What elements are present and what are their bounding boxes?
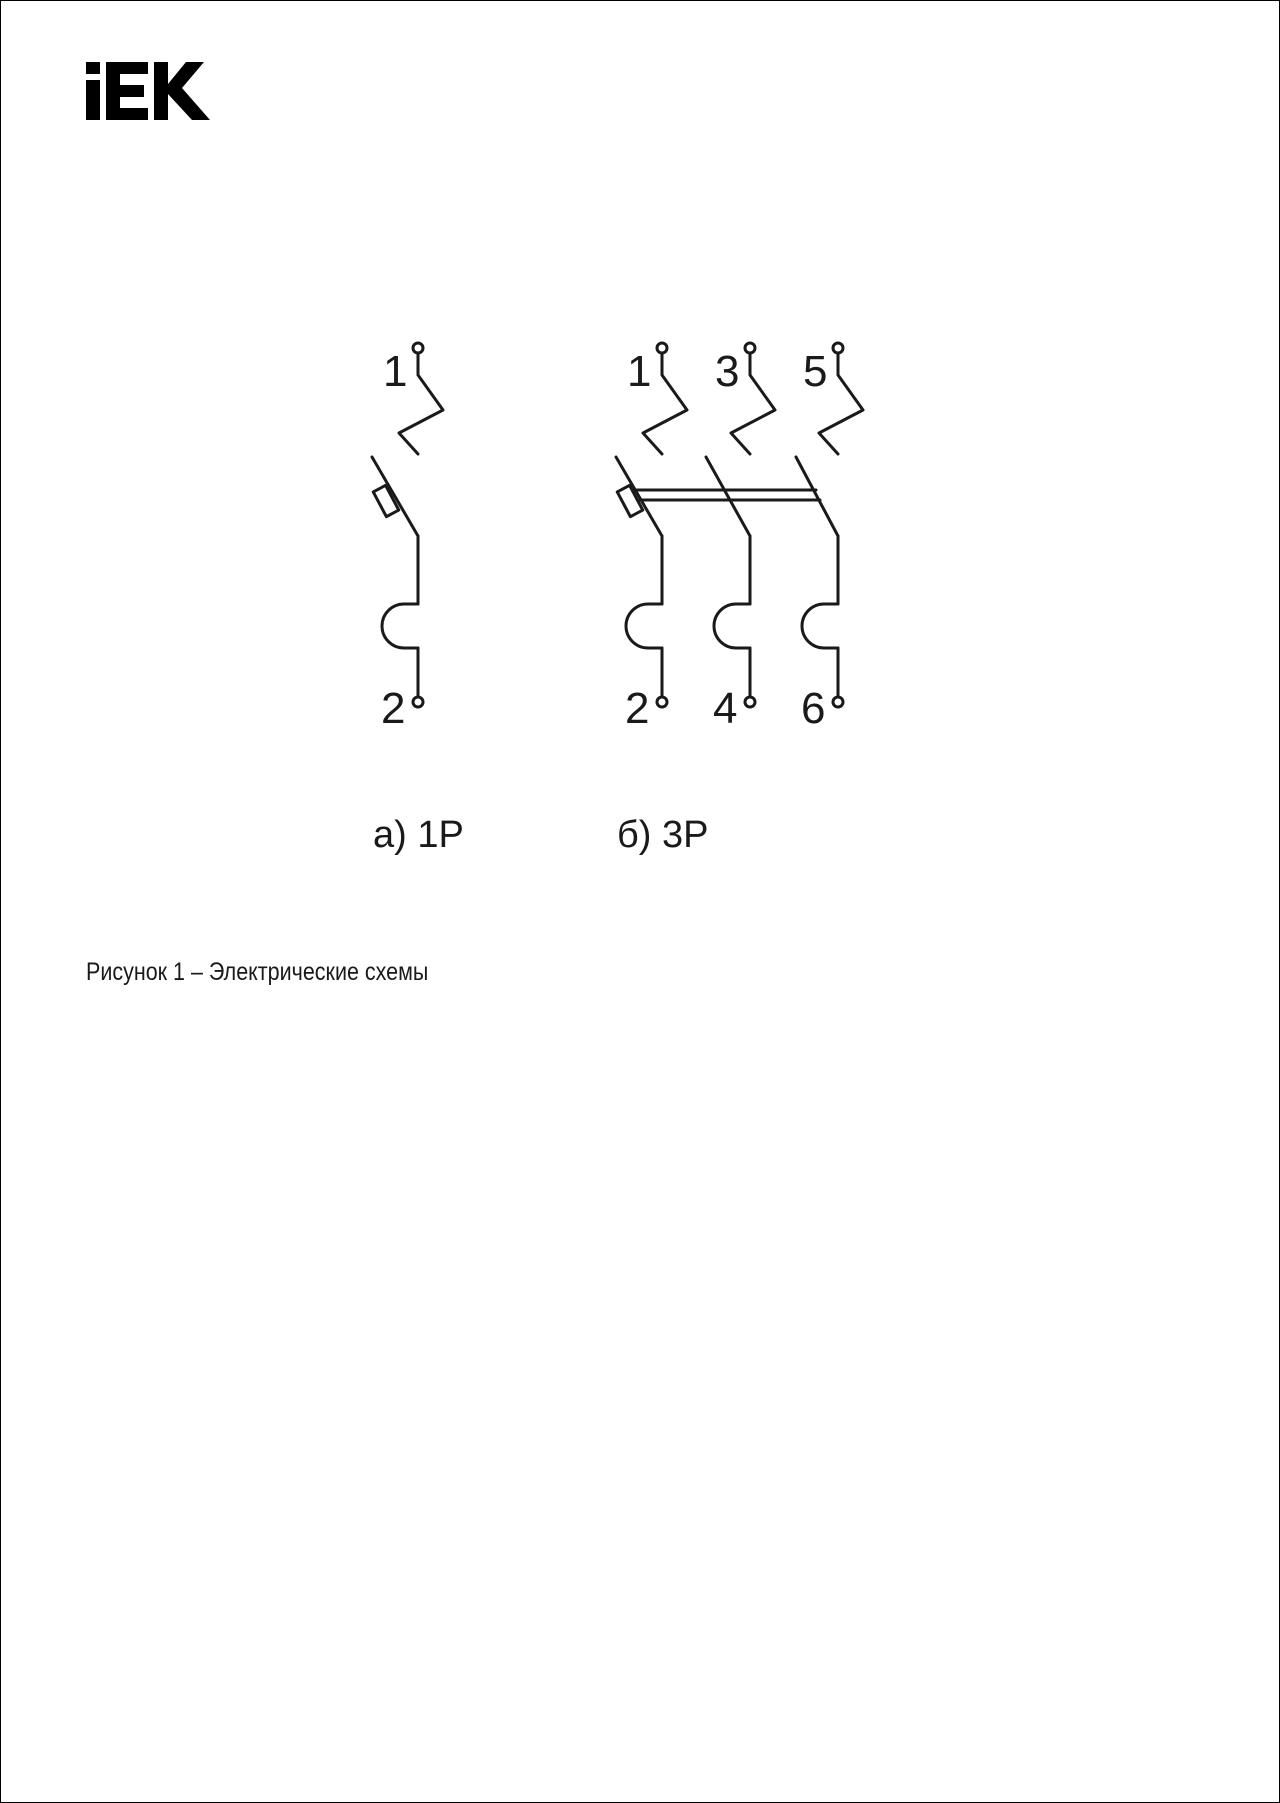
terminal-label: 1 xyxy=(383,347,408,396)
magnetic-release xyxy=(802,604,838,648)
switch-contact xyxy=(616,457,662,536)
terminal-dot xyxy=(657,697,667,707)
terminal-label: 3 xyxy=(715,347,740,396)
diagram-label-3p: б) 3P xyxy=(617,814,709,856)
terminal-label: 2 xyxy=(625,684,650,733)
terminal-label: 6 xyxy=(801,684,826,733)
switch-contact xyxy=(706,457,750,536)
terminal-label: 5 xyxy=(803,347,828,396)
pole-3p xyxy=(616,343,863,856)
terminal-dot xyxy=(745,697,755,707)
pole-1p xyxy=(372,343,464,856)
terminal-label: 1 xyxy=(627,347,652,396)
switch-actuator xyxy=(373,485,399,516)
switch-contact xyxy=(796,457,838,536)
terminal-dot xyxy=(413,697,423,707)
switch-contact xyxy=(372,457,418,536)
terminal-label: 4 xyxy=(713,684,738,733)
diagram-label-1p: а) 1P xyxy=(373,814,464,856)
magnetic-release xyxy=(714,604,750,648)
magnetic-release xyxy=(626,604,662,648)
terminal-label: 2 xyxy=(381,684,406,733)
magnetic-release xyxy=(382,604,418,648)
figure-caption: Рисунок 1 – Электрические схемы xyxy=(86,958,429,986)
terminal-dot xyxy=(833,697,843,707)
